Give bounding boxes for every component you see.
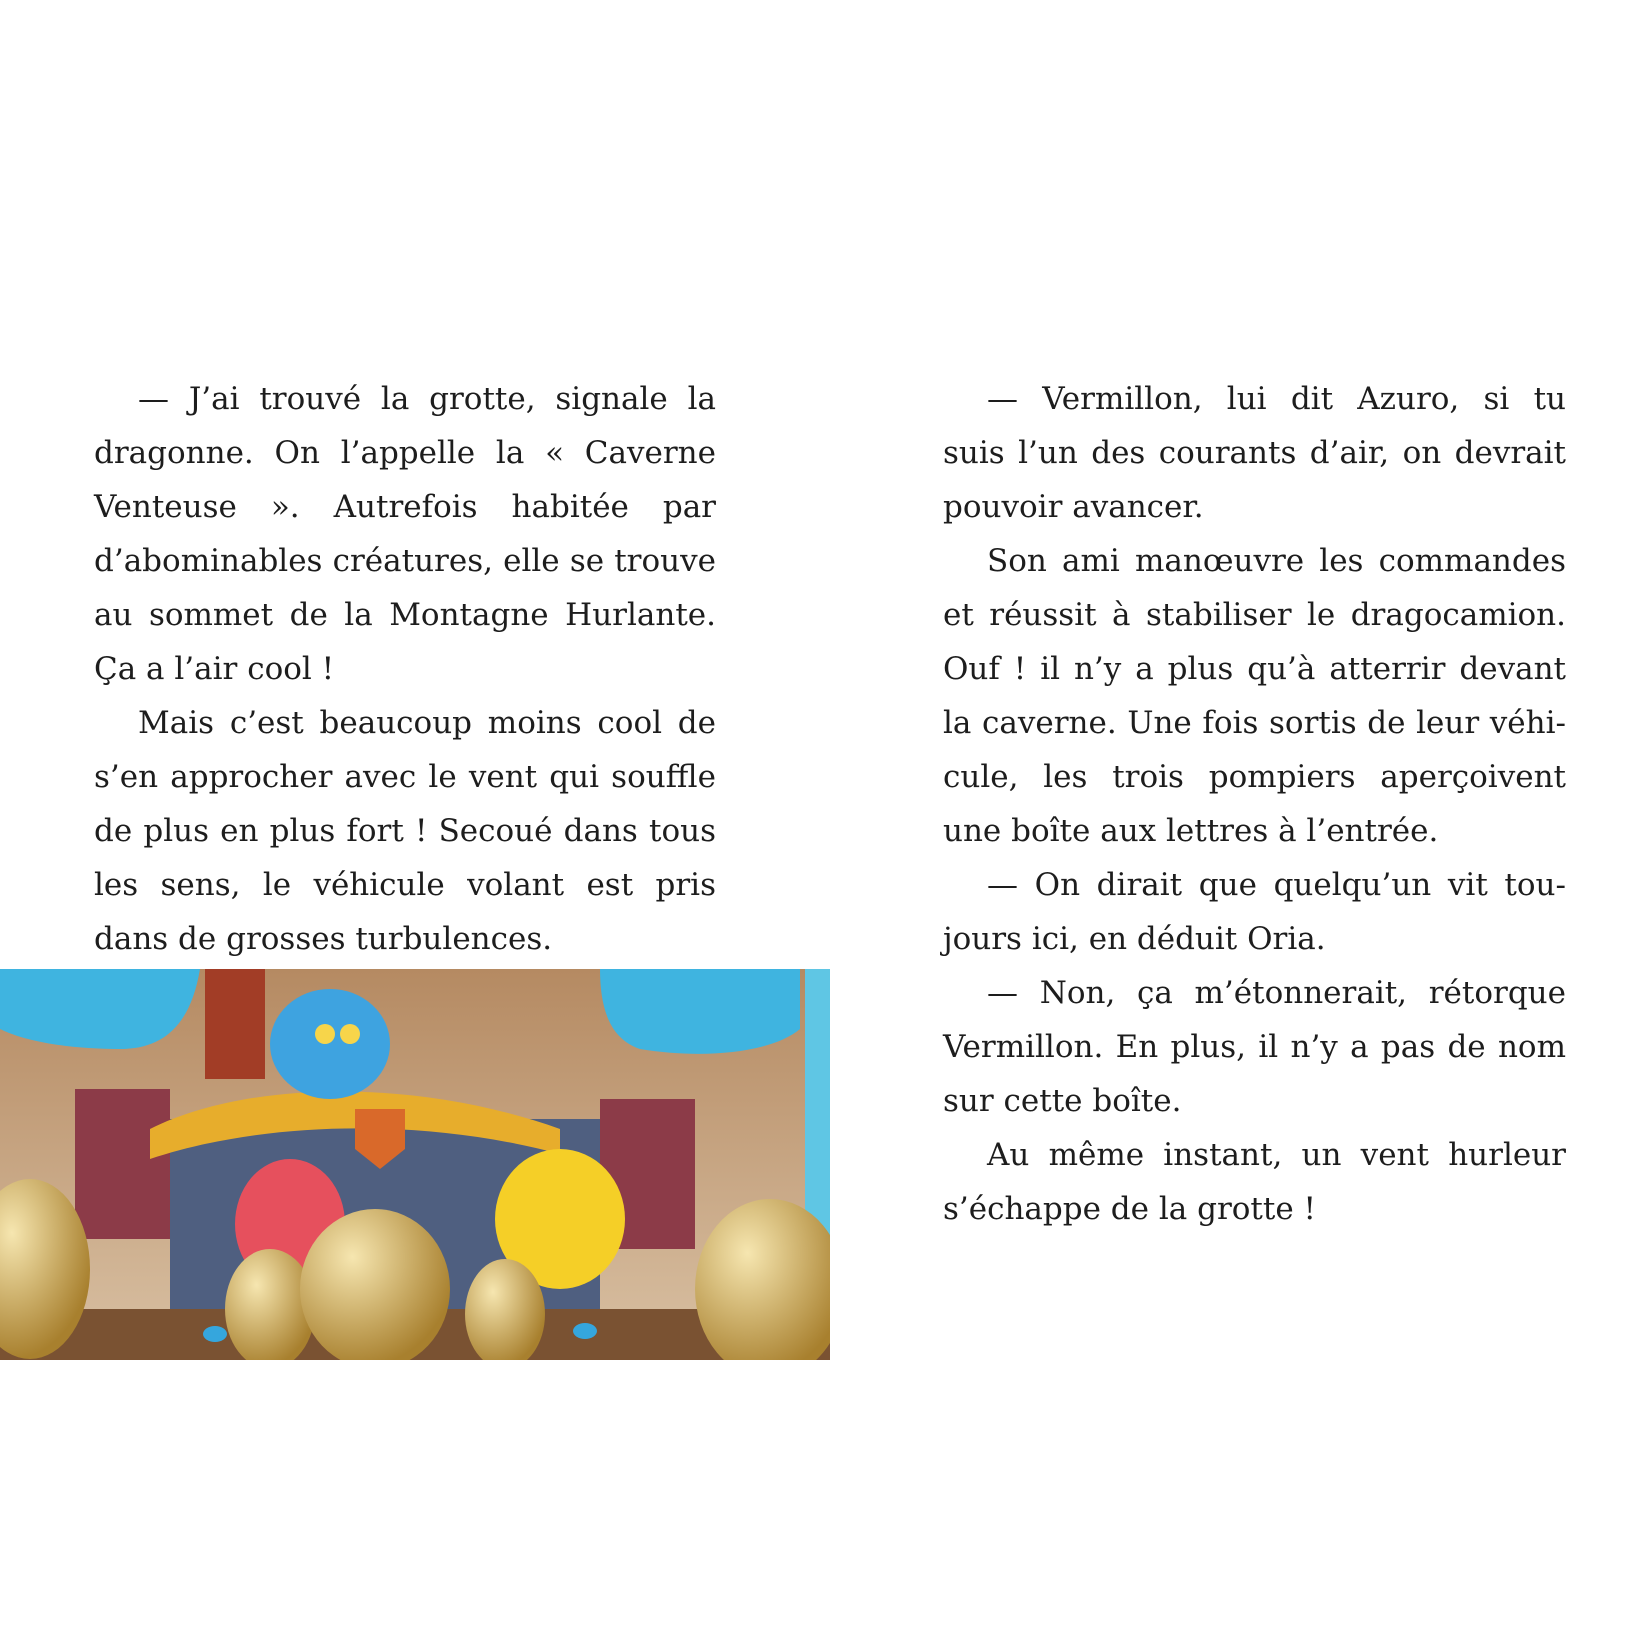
- text-line: cule, les trois pompiers aperçoivent: [943, 759, 1566, 795]
- text-line: Vermillon. En plus, il n’y a pas de nom: [943, 1029, 1566, 1065]
- blue-curtain-right: [600, 969, 800, 1054]
- text-line: suis l’un des courants d’air, on devrait: [943, 435, 1566, 471]
- text-line: au sommet de la Montagne Hurlante.: [94, 597, 716, 633]
- text-line: sur cette boîte.: [943, 1083, 1182, 1119]
- text-line: — Vermillon, lui dit Azuro, si tu: [987, 381, 1566, 417]
- text-line: pouvoir avancer.: [943, 489, 1204, 525]
- text-line: Son ami manœuvre les commandes: [987, 543, 1566, 579]
- text-line: la caverne. Une fois sortis de leur véhi-: [943, 705, 1566, 741]
- right-text-column: [943, 372, 1566, 1236]
- text-line: s’en approcher avec le vent qui souffle: [94, 759, 716, 795]
- text-line: et réussit à stabiliser le dragocamion.: [943, 597, 1566, 633]
- text-line: de plus en plus fort ! Secoué dans tous: [94, 813, 716, 849]
- text-line: dragonne. On l’appelle la « Caverne: [94, 435, 716, 471]
- text-line: — On dirait que quelqu’un vit tou-: [987, 867, 1566, 903]
- text-line: d’abominables créatures, elle se trouve: [94, 543, 716, 579]
- text-line: une boîte aux lettres à l’entrée.: [943, 813, 1439, 849]
- blue-dragon: [270, 989, 390, 1099]
- text-line: s’échappe de la grotte !: [943, 1191, 1316, 1227]
- left-text-column: [94, 372, 716, 966]
- text-line: — J’ai trouvé la grotte, signale la: [138, 381, 716, 417]
- text-line: jours ici, en déduit Oria.: [943, 921, 1326, 957]
- text-line: Venteuse ». Autrefois habitée par: [94, 489, 716, 525]
- illustration-dragons-cockpit: [0, 969, 830, 1360]
- text-line: Ça a l’air cool !: [94, 651, 335, 687]
- pipes: [205, 969, 265, 1079]
- text-line: — Non, ça m’étonnerait, rétorque: [987, 975, 1566, 1011]
- text-line: Mais c’est beaucoup moins cool de: [138, 705, 716, 741]
- text-line: Ouf ! il n’y a plus qu’à atterrir devant: [943, 651, 1566, 687]
- text-line: Au même instant, un vent hurleur: [987, 1137, 1566, 1173]
- text-line: dans de grosses turbulences.: [94, 921, 553, 957]
- door-left: [75, 1089, 170, 1239]
- text-line: les sens, le véhicule volant est pris: [94, 867, 716, 903]
